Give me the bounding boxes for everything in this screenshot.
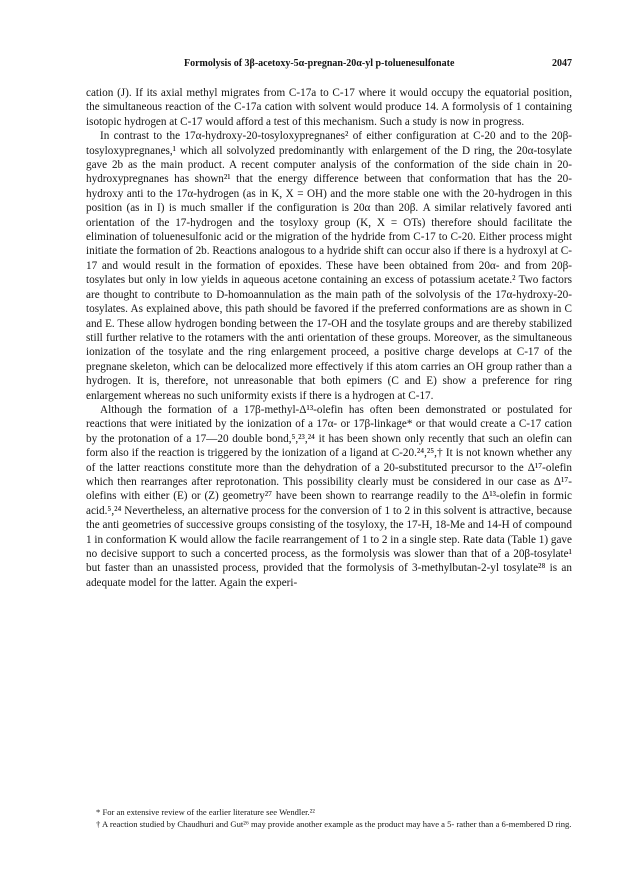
running-title: Formolysis of 3β-acetoxy-5α-pregnan-20α-yl p-toluenesulfonate [184,58,455,69]
paragraph-continued: cation (J). If its axial methyl migrates from C-17a to C-17 where it would occupy the equatorial position, the simultaneous reaction of the C-17a cation with solvent would produce 14. A formolysis of 1 containing isotopic hydrogen at C-17 would afford a test of this mechanism. Such a study is now in progress. [86,87,572,128]
page-number: 2047 [552,58,572,69]
footnote: * For an extensive review of the earlier literature see Wendler.²² [96,807,315,817]
running-header [86,58,572,74]
footnote: † A reaction studied by Chaudhuri and Gut²⁶ may provide another example as the product may have a 5- rather than a 6-membered D ring. [96,818,572,829]
paragraph: In contrast to the 17α-hydroxy-20-tosyloxypregnanes² of either configuration at C-20 and to the 20β-tosyloxypregnanes,¹ which all solvolyzed predominantly with enlargement of the D ring, the 20α-tosylate gave 2b as the main product. A recent computer analysis of the conformation of the side chain in 20-hydroxypregnanes has shown²¹ that the energy difference between that conformation that has the 20-hydroxy anti to the 17α-hydrogen (as in K, X = OH) and the more stable one with the 20-hydrogen in this position (as in I) is much smaller if the configuration is 20α than 20β. A similar relatively favored anti orientation of the 17-hydrogen and the tosyloxy group (K, X = OTs) therefore should facilitate the elimination of toluenesulfonic acid or the migration of the hydride from C-17 to C-20. Either process might initiate the formation of 2b. Reactions analogous to a hydride shift can occur also if there is a hydroxyl at C-17 and would result in the formation of epoxides. These have been obtained from 20α- and from 20β-tosylates but only in low yields in aqueous acetone containing an excess of potassium acetate.² Two factors are thought to contribute to D-homoannulation as the main path of the solvolysis of the 17α-hydroxy-20-tosylates. As explained above, this path should be favored if the preferred conformations are as shown in C and E. These allow hydrogen bonding between the 17-OH and the tosylate groups and are thereby stabilized still further relative to the rotamers with the anti orientation of these groups. Moreover, as the simultaneous ionization of the tosylate and the ring enlargement proceed, a positive charge develops at C-17 of the pregnane skeleton, which can be delocalized more effectively if this atom carries an OH group rather than a hydrogen. It is, therefore, not unreasonable that both epimers (C and E) show a preference for ring enlargement whereas no such uniformity exists if there is a hydrogen at C-17. [86,130,572,402]
paragraph: Although the formation of a 17β-methyl-Δ¹³-olefin has often been demonstrated or postulated for reactions that were initiated by the ionization of a 17α- or 17β-linkage* or that would create a C-17 cation by the protonation of a 17—20 double bond,⁵,²³,²⁴ it has been shown only recently that such an olefin can form also if the reaction is triggered by the ionization of a ligand at C-20.²⁴,²⁵,† It is not known whether any of the latter reactions constitute more than the dehydration of a 20-substituted precursor to the Δ¹⁷-olefin which then rearranges after reprotonation. This possibility clearly must be considered in our case as Δ¹⁷-olefins with either (E) or (Z) geometry²⁷ have been shown to rearrange readily to the Δ¹³-olefin in formic acid.⁵,²⁴ Nevertheless, an alternative process for the conversion of 1 to 2 in this solvent is attractive, because the anti geometries of successive groups consisting of the tosyloxy, the 17-H, 18-Me and 14-H of compound 1 in conformation K would allow the facile rearrangement of 1 to 2 in a single step. Rate data (Table 1) gave no decisive support to such a concerted process, as the formolysis was slower than that of a 20β-tosylate¹ but faster than an unassisted process, provided that the formolysis of 3-methylbutan-2-yl tosylate²⁸ is an adequate model for the latter. Again the experi- [86,403,572,589]
body-text [86,86,572,590]
footnotes [86,807,572,830]
